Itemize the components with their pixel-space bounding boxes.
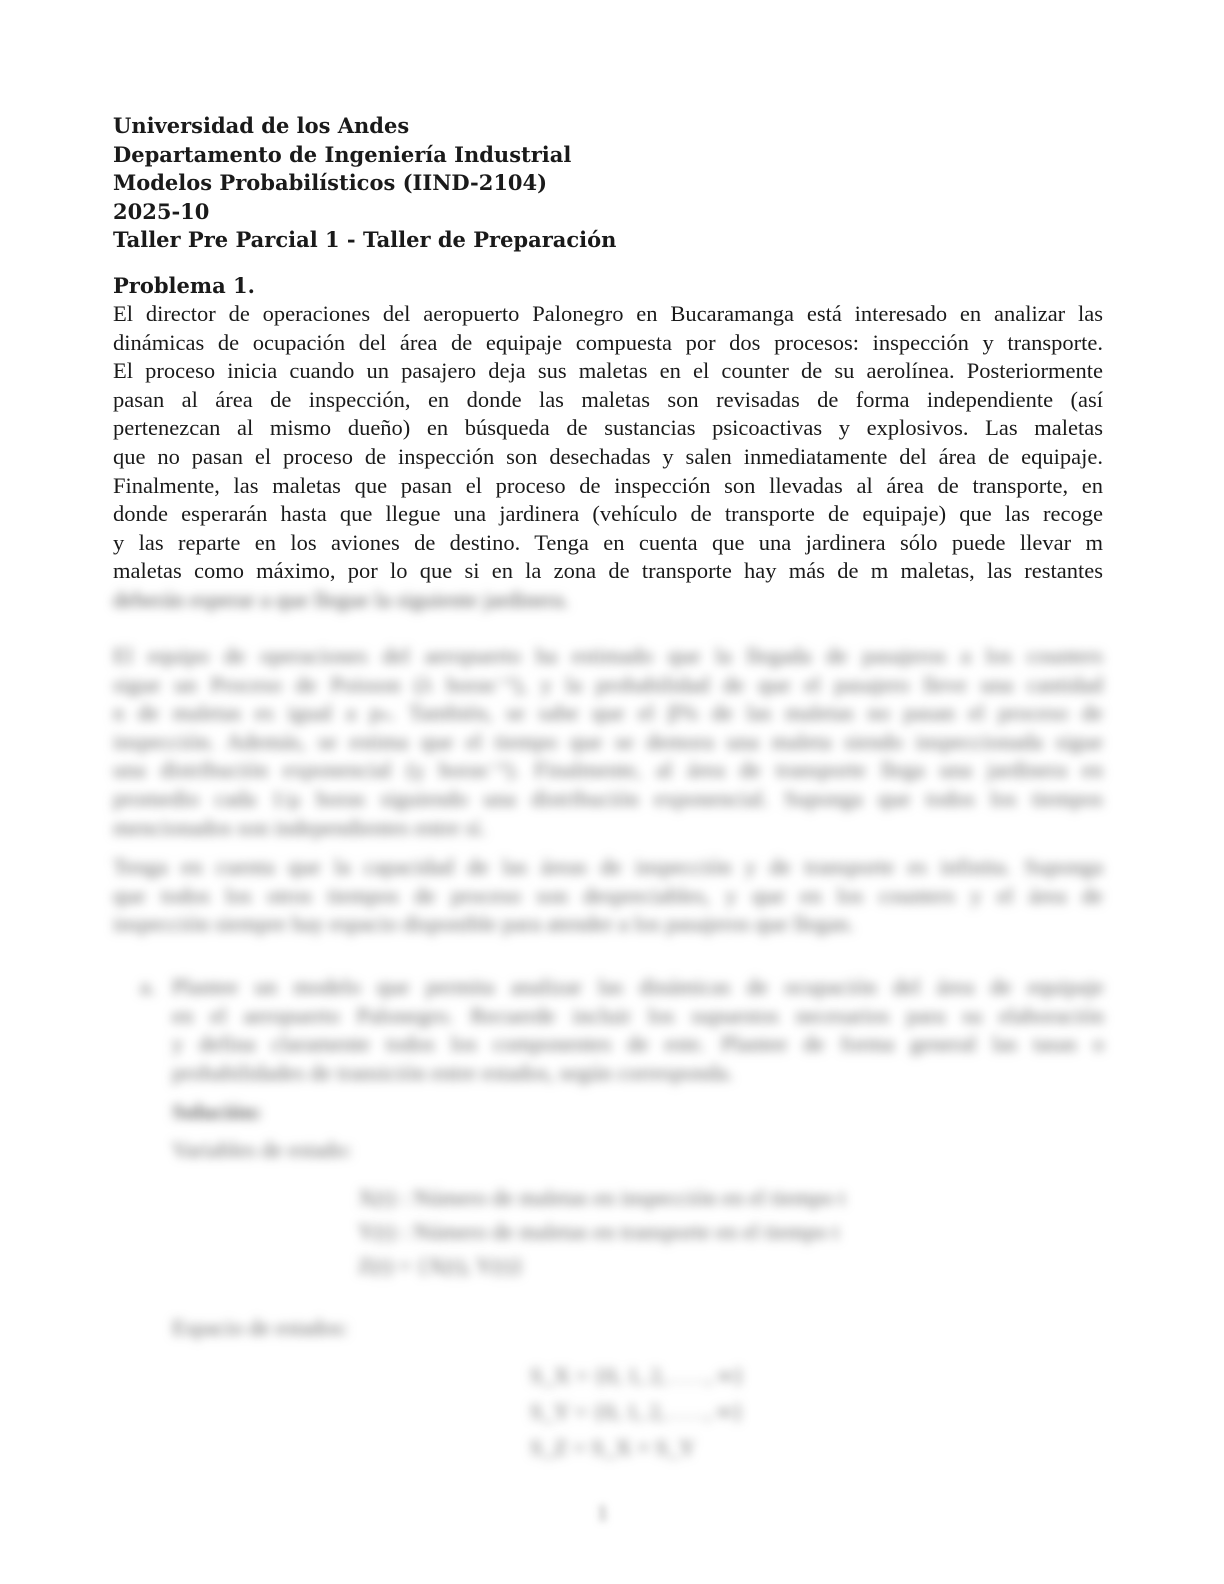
paragraph-line: pasan al área de inspección, en donde las maletas son revisadas de forma independiente (así bbox=[113, 386, 1103, 412]
course-name: Modelos Probabilísticos (IIND-2104) bbox=[113, 170, 548, 195]
problem-paragraph bbox=[113, 300, 1103, 615]
paragraph-line: y las reparte en los aviones de destino. Tenga en cuenta que una jardinera sólo puede llevar m bbox=[113, 529, 1103, 555]
blurred-line: sigue un Proceso de Poisson (λ horas⁻¹), y la probabilidad de que el pasajero lleve una cantidad bbox=[113, 671, 1103, 697]
blurred-paragraph-3 bbox=[113, 853, 1103, 939]
document-page bbox=[113, 112, 1103, 615]
blurred-line: en el aeropuerto Palonegro. Recuerde incluir los supuestos necesarios para su elaboración bbox=[172, 1002, 1104, 1028]
state-variables-label: Variables de estado: bbox=[172, 1137, 352, 1162]
paragraph-line: donde esperarán hasta que llegue una jardinera (vehículo de transporte de equipaje) que las recoge bbox=[113, 501, 1103, 527]
blurred-line: y defina claramente todos los componentes de este. Plantee de forma general las tasas o bbox=[172, 1031, 1104, 1057]
blurred-line: Tenga en cuenta que la capacidad de las áreas de inspección y de transporte es infinita. Suponga bbox=[113, 854, 1103, 879]
paragraph-line: maletas como máximo, por lo que si en la zona de transporte hay más de m maletas, las restantes bbox=[113, 558, 1103, 584]
blurred-line: mencionados son independientes entre sí. bbox=[113, 814, 487, 840]
paragraph-line-blurred: deberán esperar a que llegue la siguiente jardinera. bbox=[113, 586, 570, 612]
page-number: 1 bbox=[597, 1500, 608, 1525]
state-space-x: S_X = {0, 1, 2, . . . , ∞} bbox=[530, 1363, 745, 1388]
department-name: Departamento de Ingeniería Industrial bbox=[113, 141, 572, 167]
blurred-line: promedio cada 1/μ horas siguiendo una distribución exponencial. Suponga que todos los tiempos bbox=[113, 785, 1103, 811]
blurred-line: inspección. Además, se estima que el tiempo que se demora una maleta siendo inspeccionada sigue bbox=[113, 728, 1103, 754]
problem-title: Problema 1. bbox=[113, 272, 255, 298]
paragraph-line: Finalmente, las maletas que pasan el proceso de inspección son llevadas al área de transporte, en bbox=[113, 472, 1103, 498]
blurred-line: El equipo de operaciones del aeropuerto ha estimado que la llegada de pasajeros a los counters bbox=[113, 643, 1103, 668]
paragraph-line: El proceso inicia cuando un pasajero deja sus maletas en el counter de su aerolínea. Posteriormente bbox=[113, 358, 1103, 384]
item-a-text bbox=[172, 973, 1104, 1087]
workshop-title: Taller Pre Parcial 1 - Taller de Preparación bbox=[113, 227, 617, 252]
state-variable-z: Z(t) = {X(t), Y(t)} bbox=[358, 1253, 524, 1278]
state-space-y: S_Y = {0, 1, 2, . . . , ∞} bbox=[530, 1399, 744, 1424]
paragraph-line: dinámicas de ocupación del área de equipaje compuesta por dos procesos: inspección y transporte. bbox=[113, 329, 1103, 355]
blurred-line: probabilidades de transición entre estados, según corresponda. bbox=[172, 1059, 734, 1085]
state-variable-y: Y(t) : Número de maletas en transporte en el tiempo t bbox=[358, 1219, 840, 1244]
blurred-paragraph-2 bbox=[113, 642, 1103, 842]
blurred-line: n de maletas es igual a pₙ. También, se sabe que el β% de las maletas no pasan el proceso de bbox=[113, 700, 1103, 726]
state-space-label: Espacio de estados: bbox=[172, 1315, 349, 1340]
item-a-label: a. bbox=[140, 974, 156, 999]
blurred-line: Plantee un modelo que permita analizar las dinámicas de ocupación del área de equipaje bbox=[172, 974, 1104, 999]
paragraph-line: pertenezcan al mismo dueño) en búsqueda de sustancias psicoactivas y explosivos. Las maletas bbox=[113, 415, 1103, 441]
blurred-line: que todos los otros tiempos de proceso son despreciables, y que en los counters y el área de bbox=[113, 882, 1103, 908]
solution-label: Solución: bbox=[172, 1099, 263, 1124]
blurred-line: inspección siempre hay espacio disponible para atender a los pasajeros que llegan. bbox=[113, 911, 854, 937]
paragraph-line: El director de operaciones del aeropuerto Palonegro en Bucaramanga está interesado en analizar las bbox=[113, 301, 1103, 326]
state-space-z: S_Z = S_X × S_Y bbox=[530, 1435, 696, 1460]
state-variable-x: X(t) : Número de maletas en inspección en el tiempo t bbox=[358, 1185, 846, 1210]
paragraph-line: que no pasan el proceso de inspección son desechadas y salen inmediatamente del área de equipaje. bbox=[113, 443, 1103, 469]
term: 2025-10 bbox=[113, 198, 210, 224]
blurred-line: una distribución exponencial (γ horas⁻¹). Finalmente, al área de transporte llega una jardinera en bbox=[113, 757, 1103, 783]
university-name: Universidad de los Andes bbox=[113, 113, 410, 138]
